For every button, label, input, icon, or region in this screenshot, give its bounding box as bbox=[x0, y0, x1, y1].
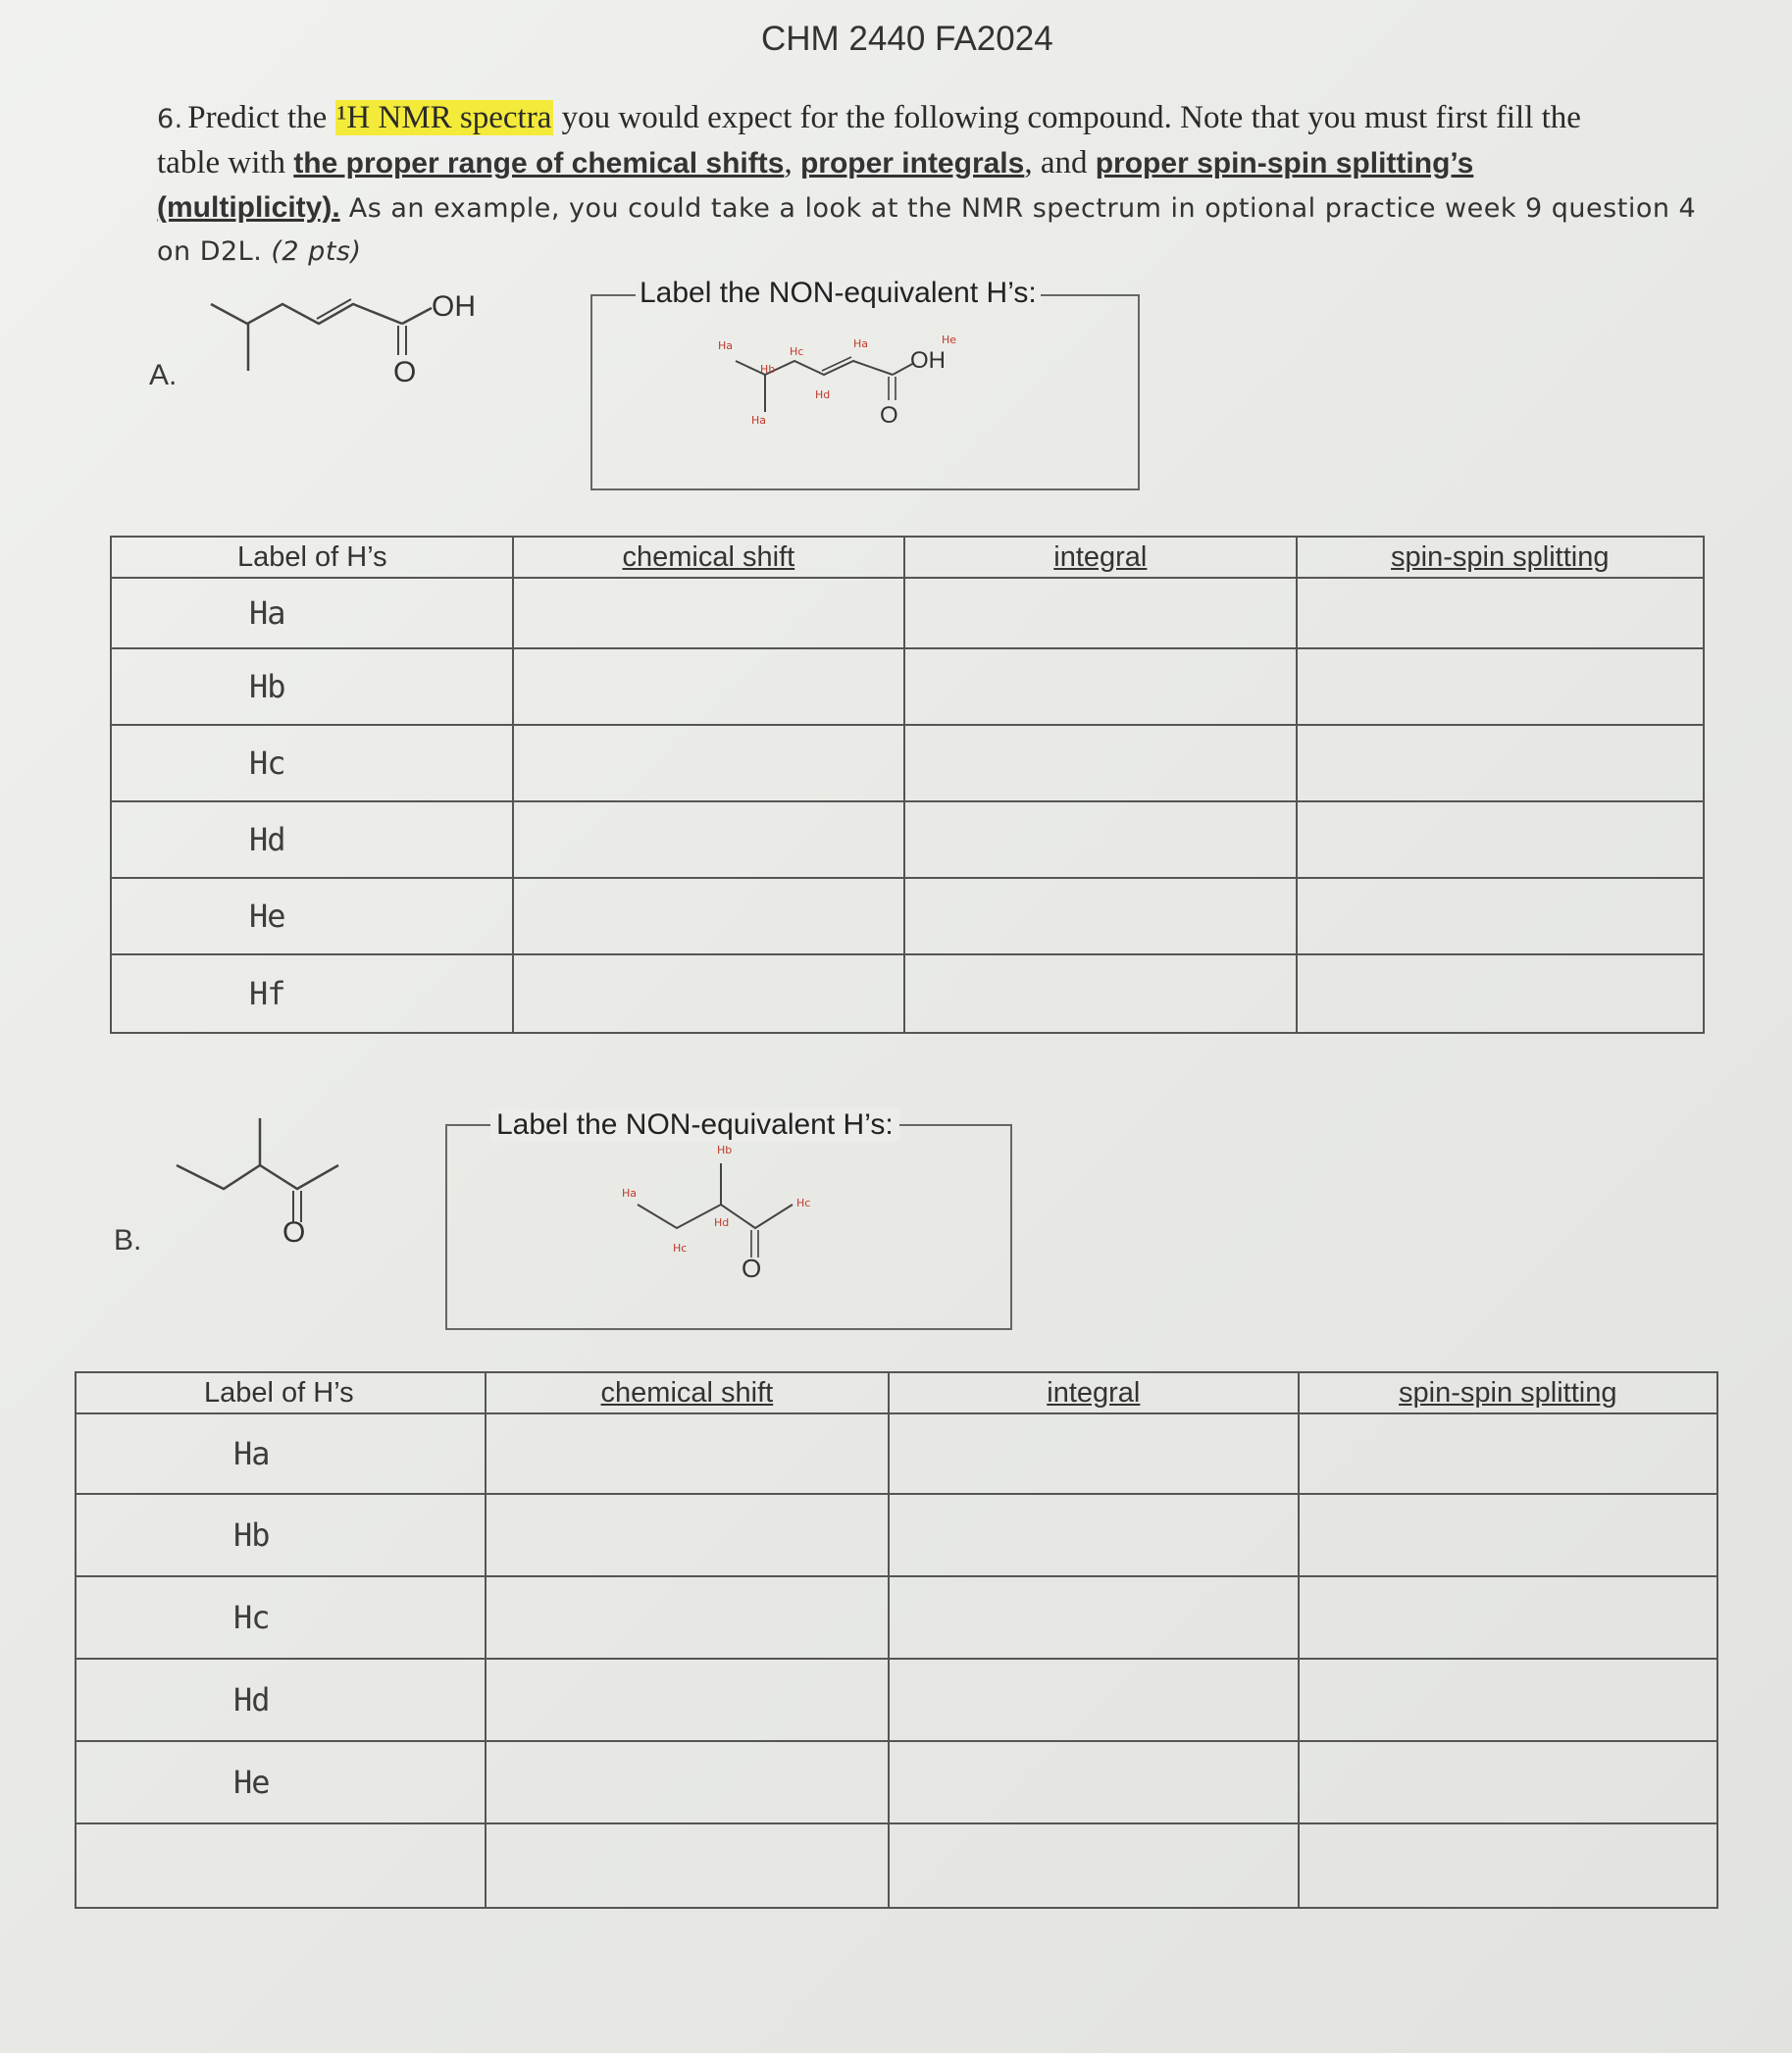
splitting-cell[interactable] bbox=[1299, 1576, 1717, 1659]
chemical-shift-cell[interactable] bbox=[513, 578, 904, 648]
integral-cell[interactable] bbox=[889, 1659, 1298, 1741]
h-tag: Hb bbox=[717, 1144, 733, 1156]
h-label: Hf bbox=[249, 975, 285, 1012]
table-a bbox=[110, 536, 1705, 1034]
chemical-shift-cell[interactable] bbox=[486, 1823, 889, 1908]
table-b bbox=[75, 1371, 1718, 1909]
h-tag: Ha bbox=[718, 339, 734, 352]
splitting-cell[interactable] bbox=[1297, 878, 1704, 954]
page-header: CHM 2440 FA2024 bbox=[761, 20, 1053, 58]
splitting-cell[interactable] bbox=[1297, 801, 1704, 878]
splitting-cell[interactable] bbox=[1299, 1494, 1717, 1576]
part-a-label: A. bbox=[149, 359, 178, 391]
chemical-shift-cell[interactable] bbox=[513, 878, 904, 954]
h-label: He bbox=[249, 898, 285, 935]
integral-cell[interactable] bbox=[904, 725, 1296, 801]
splitting-cell[interactable] bbox=[1299, 1413, 1717, 1494]
h-label: Hd bbox=[233, 1681, 270, 1719]
chemical-shift-cell[interactable] bbox=[486, 1494, 889, 1576]
chemical-shift-cell[interactable] bbox=[486, 1576, 889, 1659]
chemical-shift-cell[interactable] bbox=[513, 648, 904, 725]
table-row bbox=[76, 1494, 1717, 1576]
h-tag: Hc bbox=[673, 1242, 688, 1255]
table-row bbox=[111, 801, 1704, 878]
molecule-b-labeled bbox=[618, 1155, 824, 1263]
molecule-b-o: O bbox=[282, 1216, 306, 1249]
h-label: Ha bbox=[233, 1435, 270, 1472]
h-tag: He bbox=[942, 334, 957, 346]
integral-cell[interactable] bbox=[904, 954, 1296, 1033]
column-header: chemical shift bbox=[486, 1372, 889, 1413]
integral-cell[interactable] bbox=[889, 1576, 1298, 1659]
table-row bbox=[76, 1659, 1717, 1741]
label-box-b-title: Label the NON-equivalent H’s: bbox=[490, 1108, 899, 1142]
integral-cell[interactable] bbox=[889, 1413, 1298, 1494]
column-header: chemical shift bbox=[513, 537, 904, 578]
chemical-shift-cell[interactable] bbox=[486, 1741, 889, 1823]
h-tag: Ha bbox=[853, 337, 869, 350]
h-label: Hb bbox=[233, 1516, 270, 1554]
chemical-shift-cell[interactable] bbox=[513, 801, 904, 878]
column-header: integral bbox=[889, 1372, 1298, 1413]
molecule-a-o: O bbox=[393, 356, 417, 388]
h-tag: Hb bbox=[760, 363, 776, 376]
points: (2 pts) bbox=[271, 236, 362, 267]
table-row bbox=[76, 1741, 1717, 1823]
integral-cell[interactable] bbox=[904, 648, 1296, 725]
integral-cell[interactable] bbox=[889, 1741, 1298, 1823]
splitting-cell[interactable] bbox=[1297, 954, 1704, 1033]
table-row bbox=[76, 1823, 1717, 1908]
question-text: 6. Predict the ¹H NMR spectra you would expect for the following compound. Note that you must first fill the table with the proper range of chemical shifts, proper integrals, and proper spin-spin splitting’s (multiplicity). As an example, you could take a look at the NMR spectrum in optional practice week 9 question 4 on D2L. (2 pts) bbox=[157, 100, 1697, 267]
splitting-cell[interactable] bbox=[1297, 725, 1704, 801]
column-header: spin-spin splitting bbox=[1299, 1372, 1717, 1413]
molecule-a-oh: OH bbox=[432, 290, 476, 323]
table-header-row bbox=[76, 1372, 1717, 1413]
h-label: He bbox=[233, 1764, 270, 1801]
integral-cell[interactable] bbox=[889, 1494, 1298, 1576]
integral-cell[interactable] bbox=[904, 878, 1296, 954]
label-box-a-title: Label the NON-equivalent H’s: bbox=[636, 277, 1041, 310]
h-tag: Hd bbox=[714, 1216, 730, 1229]
splitting-cell[interactable] bbox=[1297, 648, 1704, 725]
labeled-b-o: O bbox=[742, 1254, 762, 1283]
chemical-shift-cell[interactable] bbox=[486, 1413, 889, 1494]
table-row bbox=[111, 578, 1704, 648]
h-tag: Hc bbox=[790, 345, 804, 358]
splitting-cell[interactable] bbox=[1297, 578, 1704, 648]
h-tag: Hc bbox=[796, 1197, 811, 1209]
integral-cell[interactable] bbox=[904, 801, 1296, 878]
table-row bbox=[111, 954, 1704, 1033]
integral-cell[interactable] bbox=[889, 1823, 1298, 1908]
table-row bbox=[111, 725, 1704, 801]
h-label: Hc bbox=[233, 1599, 270, 1636]
splitting-cell[interactable] bbox=[1299, 1659, 1717, 1741]
column-header: Label of H’s bbox=[111, 537, 513, 578]
h-label: Hc bbox=[249, 744, 285, 782]
h-tag: Ha bbox=[622, 1187, 638, 1200]
table-row bbox=[76, 1413, 1717, 1494]
question-number: 6. bbox=[157, 104, 183, 134]
h-tag: Hd bbox=[815, 388, 831, 401]
h-tag: Ha bbox=[751, 414, 767, 427]
table-row bbox=[111, 648, 1704, 725]
chemical-shift-cell[interactable] bbox=[513, 954, 904, 1033]
splitting-cell[interactable] bbox=[1299, 1741, 1717, 1823]
chemical-shift-cell[interactable] bbox=[513, 725, 904, 801]
chemical-shift-cell[interactable] bbox=[486, 1659, 889, 1741]
table-row bbox=[76, 1576, 1717, 1659]
table-row bbox=[111, 878, 1704, 954]
molecule-b bbox=[167, 1108, 353, 1226]
highlighted-text: ¹H NMR spectra bbox=[336, 100, 552, 135]
splitting-cell[interactable] bbox=[1299, 1823, 1717, 1908]
integral-cell[interactable] bbox=[904, 578, 1296, 648]
h-label: Hd bbox=[249, 821, 285, 858]
column-header: Label of H’s bbox=[76, 1372, 486, 1413]
part-b-label: B. bbox=[114, 1224, 142, 1257]
h-label: Hb bbox=[249, 668, 285, 705]
h-label: Ha bbox=[249, 594, 285, 632]
table-header-row bbox=[111, 537, 1704, 578]
labeled-a-o: O bbox=[880, 402, 898, 429]
labeled-a-oh: OH bbox=[910, 347, 946, 374]
column-header: spin-spin splitting bbox=[1297, 537, 1704, 578]
column-header: integral bbox=[904, 537, 1296, 578]
